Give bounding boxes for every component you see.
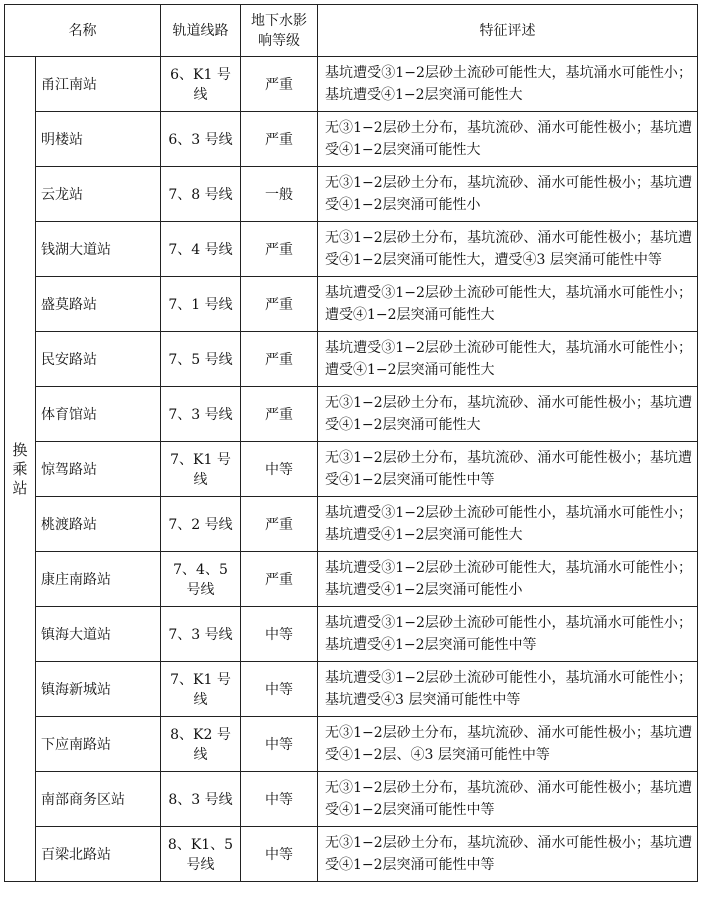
station-name: 康庄南路站: [36, 552, 161, 607]
station-desc: 基坑遭受③1−2层砂土流砂可能性小，基坑涌水可能性小；基坑遭受④1−2层突涌可能性大: [318, 497, 698, 552]
station-line: 6、K1 号线: [161, 57, 241, 112]
table-row: [5, 222, 698, 277]
header-name: 名称: [5, 5, 161, 57]
group-label: 换乘站: [12, 440, 28, 497]
station-groundwater-table: [4, 4, 698, 882]
station-line: 8、3 号线: [161, 772, 241, 827]
table-row: [5, 552, 698, 607]
header-desc: 特征评述: [318, 5, 698, 57]
station-line: 7、2 号线: [161, 497, 241, 552]
station-desc: 无③1−2层砂土分布，基坑流砂、涌水可能性极小；基坑遭受④1−2层突涌可能性大: [318, 112, 698, 167]
station-level: 中等: [241, 442, 318, 497]
header-line: 轨道线路: [161, 5, 241, 57]
station-line: 8、K1、5 号线: [161, 827, 241, 882]
table-row: [5, 717, 698, 772]
station-level: 严重: [241, 57, 318, 112]
station-line: 7、8 号线: [161, 167, 241, 222]
table-row: [5, 112, 698, 167]
table-row: [5, 442, 698, 497]
station-desc: 无③1−2层砂土分布，基坑流砂、涌水可能性极小；基坑遭受④1−2层突涌可能性中等: [318, 442, 698, 497]
station-name: 惊驾路站: [36, 442, 161, 497]
station-level: 中等: [241, 607, 318, 662]
station-level: 严重: [241, 222, 318, 277]
table-row: [5, 387, 698, 442]
station-line: 7、5 号线: [161, 332, 241, 387]
table-row: [5, 167, 698, 222]
table-body: [5, 57, 698, 882]
table-row: [5, 57, 698, 112]
table-row: [5, 607, 698, 662]
station-name: 镇海新城站: [36, 662, 161, 717]
station-desc: 无③1−2层砂土分布，基坑流砂、涌水可能性极小；基坑遭受④1−2层突涌可能性大: [318, 387, 698, 442]
table-row: [5, 332, 698, 387]
station-level: 一般: [241, 167, 318, 222]
station-name: 镇海大道站: [36, 607, 161, 662]
table-row: [5, 497, 698, 552]
station-level: 严重: [241, 112, 318, 167]
station-line: 7、K1 号线: [161, 662, 241, 717]
station-name: 下应南路站: [36, 717, 161, 772]
station-name: 云龙站: [36, 167, 161, 222]
station-line: 6、3 号线: [161, 112, 241, 167]
header-level: 地下水影响等级: [241, 5, 318, 57]
station-name: 钱湖大道站: [36, 222, 161, 277]
station-desc: 基坑遭受③1−2层砂土流砂可能性大，基坑涌水可能性小；遭受④1−2层突涌可能性大: [318, 332, 698, 387]
station-level: 中等: [241, 772, 318, 827]
station-desc: 无③1−2层砂土分布，基坑流砂、涌水可能性极小；基坑遭受④1−2层突涌可能性小: [318, 167, 698, 222]
station-name: 百梁北路站: [36, 827, 161, 882]
station-name: 桃渡路站: [36, 497, 161, 552]
station-desc: 基坑遭受③1−2层砂土流砂可能性大，基坑涌水可能性小；基坑遭受④1−2层突涌可能性小: [318, 552, 698, 607]
station-name: 南部商务区站: [36, 772, 161, 827]
group-label-cell: [5, 57, 36, 882]
table-row: [5, 662, 698, 717]
station-line: 7、4 号线: [161, 222, 241, 277]
station-desc: 无③1−2层砂土分布，基坑流砂、涌水可能性极小；基坑遭受④1−2层、④3 层突涌可能性中等: [318, 717, 698, 772]
table-row: [5, 827, 698, 882]
station-name: 民安路站: [36, 332, 161, 387]
station-desc: 基坑遭受③1−2层砂土流砂可能性大，基坑涌水可能性小；基坑遭受④1−2层突涌可能性大: [318, 57, 698, 112]
station-line: 7、1 号线: [161, 277, 241, 332]
station-line: 7、3 号线: [161, 387, 241, 442]
station-level: 严重: [241, 552, 318, 607]
station-desc: 无③1−2层砂土分布，基坑流砂、涌水可能性极小；基坑遭受④1−2层突涌可能性中等: [318, 827, 698, 882]
station-level: 严重: [241, 497, 318, 552]
station-level: 中等: [241, 717, 318, 772]
station-level: 严重: [241, 387, 318, 442]
station-line: 7、K1 号线: [161, 442, 241, 497]
station-name: 甬江南站: [36, 57, 161, 112]
table-row: [5, 772, 698, 827]
station-desc: 无③1−2层砂土分布，基坑流砂、涌水可能性极小；基坑遭受④1−2层突涌可能性大，遭受④3 层突涌可能性中等: [318, 222, 698, 277]
station-level: 严重: [241, 277, 318, 332]
station-desc: 基坑遭受③1−2层砂土流砂可能性小，基坑涌水可能性小；基坑遭受④3 层突涌可能性中等: [318, 662, 698, 717]
station-level: 中等: [241, 827, 318, 882]
station-desc: 基坑遭受③1−2层砂土流砂可能性小，基坑涌水可能性小；基坑遭受④1−2层突涌可能性中等: [318, 607, 698, 662]
station-name: 盛莫路站: [36, 277, 161, 332]
station-line: 7、3 号线: [161, 607, 241, 662]
station-line: 8、K2 号线: [161, 717, 241, 772]
station-name: 体育馆站: [36, 387, 161, 442]
header-row: [5, 5, 698, 57]
station-level: 中等: [241, 662, 318, 717]
station-level: 严重: [241, 332, 318, 387]
table-row: [5, 277, 698, 332]
station-desc: 基坑遭受③1−2层砂土流砂可能性大，基坑涌水可能性小；遭受④1−2层突涌可能性大: [318, 277, 698, 332]
station-desc: 无③1−2层砂土分布，基坑流砂、涌水可能性极小；基坑遭受④1−2层突涌可能性中等: [318, 772, 698, 827]
station-line: 7、4、5 号线: [161, 552, 241, 607]
station-name: 明楼站: [36, 112, 161, 167]
